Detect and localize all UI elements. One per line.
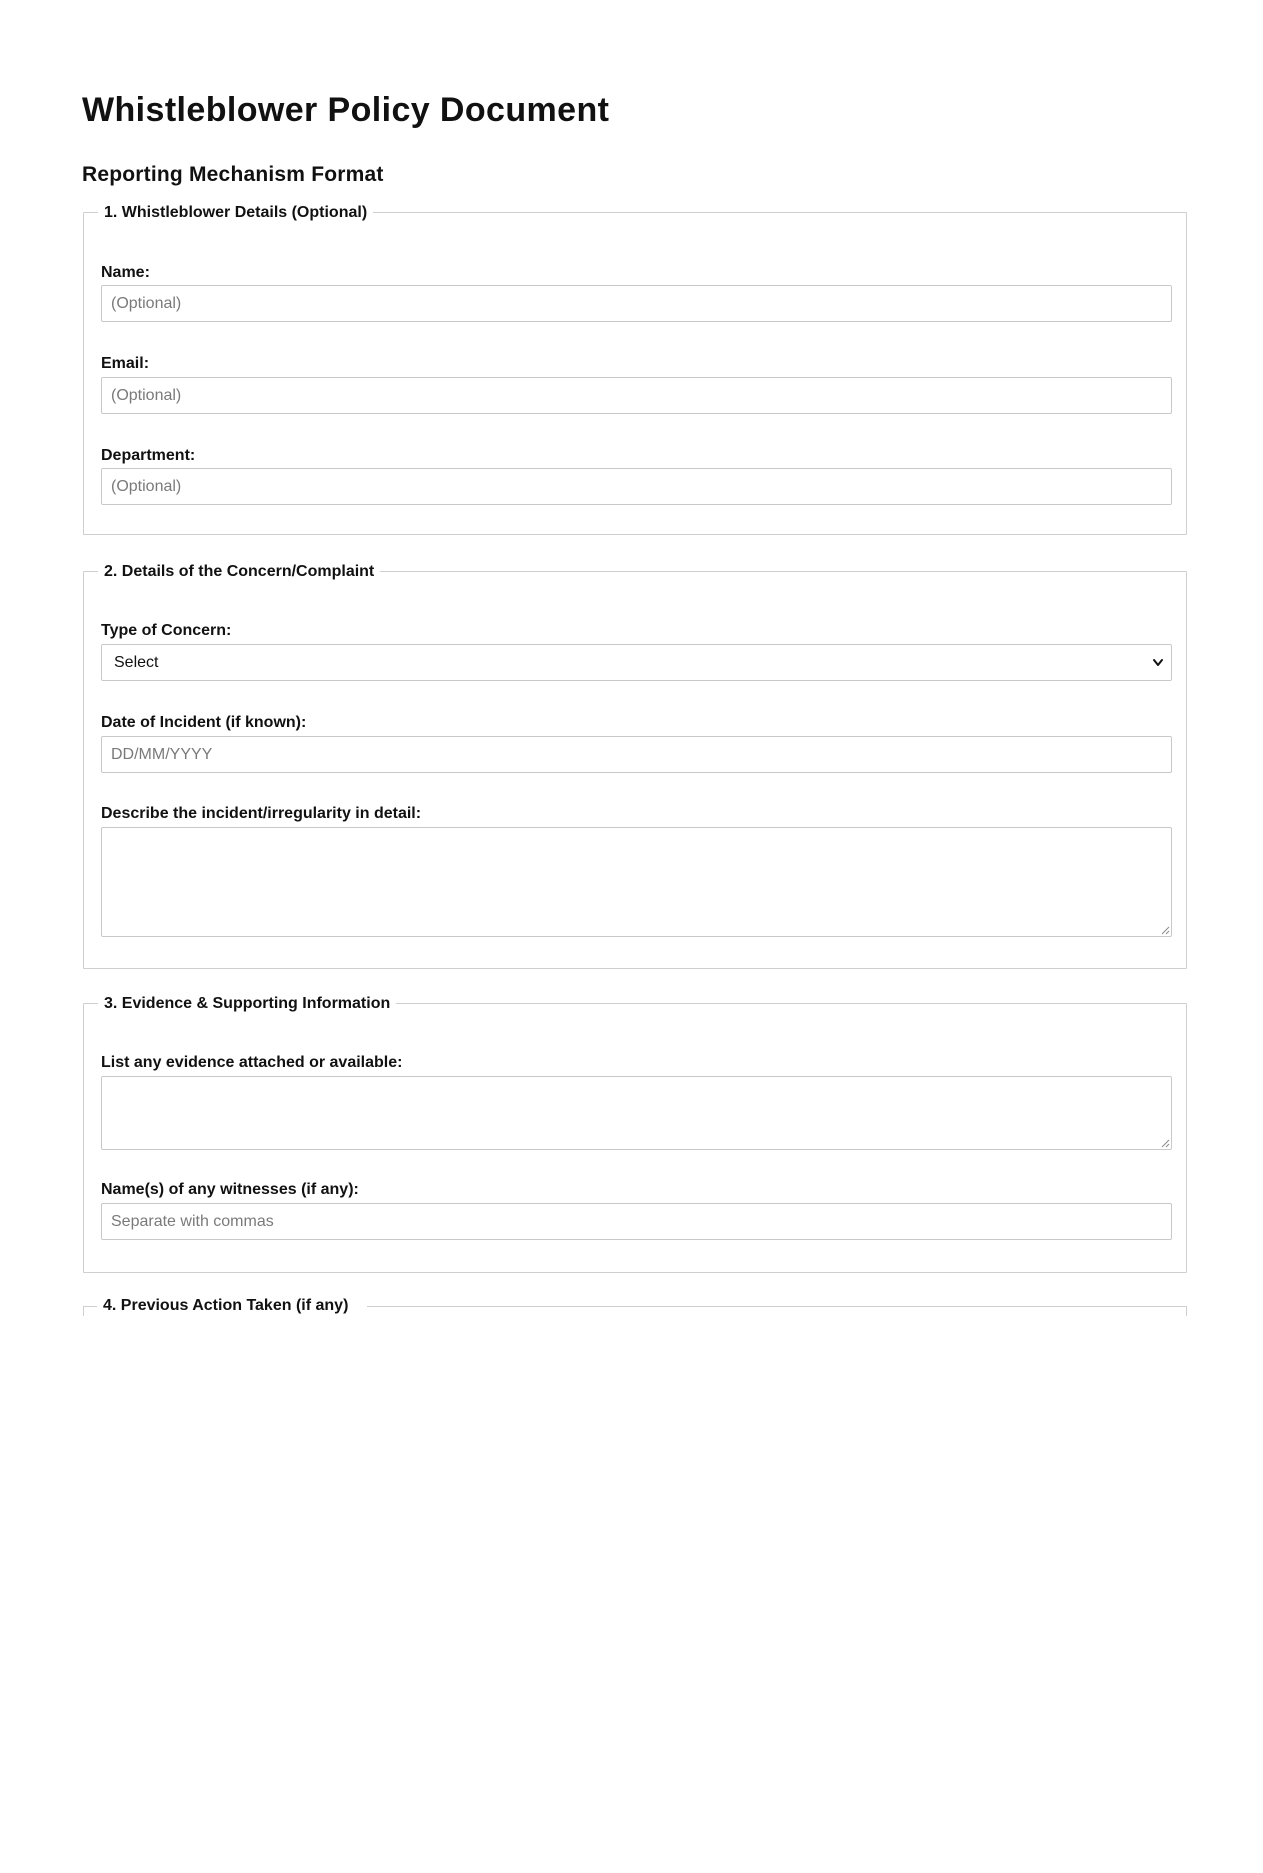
- concern-type-select[interactable]: [101, 644, 1172, 681]
- section-evidence: [83, 995, 1187, 1273]
- section-legend: 4. Previous Action Taken (if any): [97, 1296, 354, 1316]
- incident-date-input[interactable]: [101, 736, 1172, 773]
- section-legend: 3. Evidence & Supporting Information: [98, 994, 396, 1014]
- evidence-textarea[interactable]: [101, 1076, 1172, 1150]
- section-concern-details: [83, 563, 1187, 969]
- section-legend: 2. Details of the Concern/Complaint: [98, 562, 380, 582]
- document-title: Whistleblower Policy Document: [82, 91, 610, 129]
- chevron-down-icon: [1151, 654, 1165, 672]
- form-subtitle: Reporting Mechanism Format: [82, 163, 384, 186]
- name-input[interactable]: [101, 285, 1172, 322]
- section-previous-action: [83, 1297, 1187, 1318]
- resize-grip-icon[interactable]: [1160, 1138, 1170, 1148]
- concern-type-selected: Select: [114, 654, 159, 671]
- concern-type-label: Type of Concern:: [101, 622, 232, 639]
- name-label: Name:: [101, 264, 150, 281]
- incident-date-label: Date of Incident (if known):: [101, 714, 307, 731]
- email-input[interactable]: [101, 377, 1172, 414]
- witnesses-label: Name(s) of any witnesses (if any):: [101, 1181, 359, 1198]
- witnesses-input[interactable]: [101, 1203, 1172, 1240]
- department-input[interactable]: [101, 468, 1172, 505]
- email-label: Email:: [101, 355, 150, 372]
- resize-grip-icon[interactable]: [1160, 925, 1170, 935]
- section-legend: 1. Whistleblower Details (Optional): [98, 203, 373, 223]
- section-whistleblower-details: [83, 204, 1187, 535]
- incident-description-textarea[interactable]: [101, 827, 1172, 937]
- evidence-label: List any evidence attached or available:: [101, 1054, 403, 1071]
- department-label: Department:: [101, 447, 196, 464]
- incident-description-label: Describe the incident/irregularity in detail:: [101, 805, 422, 822]
